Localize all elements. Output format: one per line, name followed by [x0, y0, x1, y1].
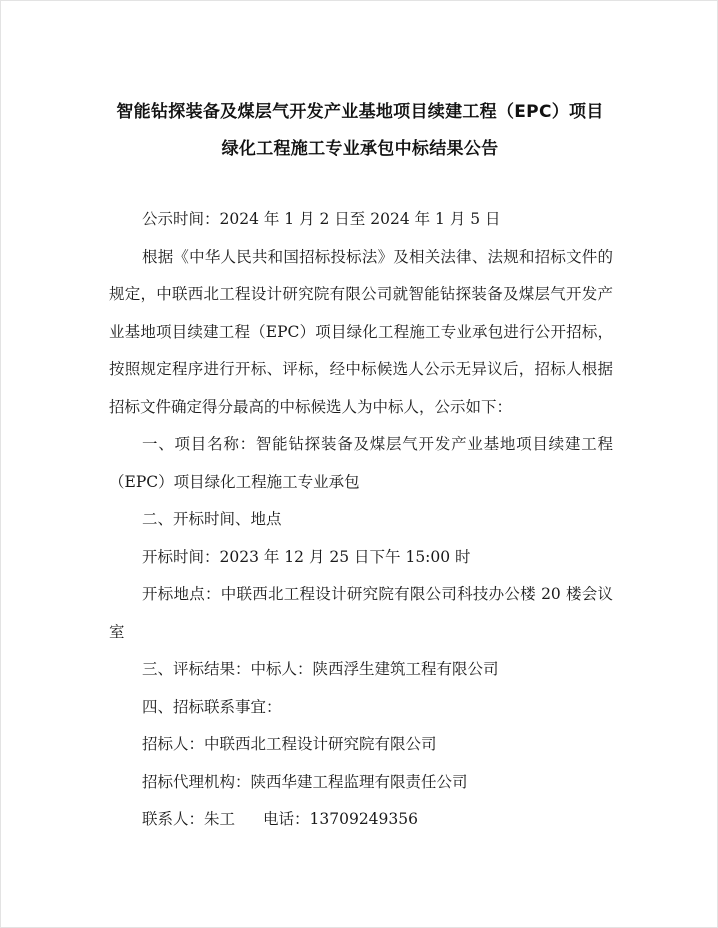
tenderer: 招标人：中联西北工程设计研究院有限公司 — [142, 735, 437, 753]
document-title-line-2: 绿化工程施工专业承包中标结果公告 — [221, 139, 499, 159]
document-body — [109, 201, 613, 839]
bid-opening-time: 开标时间：2023 年 12 月 25 日下午 15:00 时 — [142, 547, 471, 566]
tender-agency: 招标代理机构：陕西华建工程监理有限责任公司 — [142, 772, 468, 791]
contact-person: 联系人：朱工 — [142, 810, 236, 828]
section-project-name: 一、项目名称：智能钻探装备及煤层气开发产业基地项目续建工程（EPC）项目绿化工程施工专业承包 — [109, 435, 613, 491]
bid-opening-place: 开标地点：中联西北工程设计研究院有限公司科技办公楼 20 楼会议室 — [109, 585, 613, 641]
publish-period: 公示时间：2024 年 1 月 2 日至 2024 年 1 月 5 日 — [142, 210, 501, 228]
contact-phone: 电话：13709249356 — [263, 810, 418, 828]
section-bid-opening-heading: 二、开标时间、地点 — [142, 510, 282, 528]
section-contact-heading: 四、招标联系事宜： — [142, 697, 282, 716]
contact-line — [109, 801, 613, 839]
section-evaluation-result: 三、评标结果：中标人：陕西浮生建筑工程有限公司 — [142, 660, 499, 678]
document-title-line-1: 智能钻探装备及煤层气开发产业基地项目续建工程（EPC）项目 — [116, 102, 604, 122]
intro-paragraph: 根据《中华人民共和国招标投标法》及相关法律、法规和招标文件的规定，中联西北工程设计研究院有限公司就智能钻探装备及煤层气开发产业基地项目续建工程（EPC）项目绿化工程施工专业承包进行公开招标，按照规定程序进行开标、评标，经中标候选人公示无异议后，招标人根据招标文件确定得分最高的中标候选人为中标人，公示如下： — [109, 247, 613, 416]
